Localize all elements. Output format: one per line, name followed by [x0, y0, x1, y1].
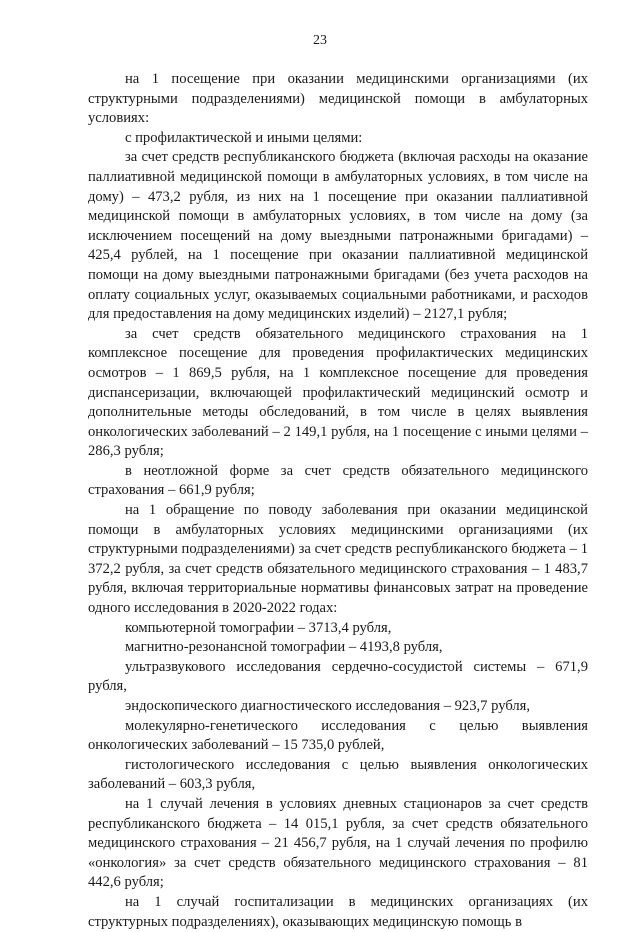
paragraph-histology: гистологического исследования с целью выявления онкологических заболеваний – 603,3 рубля,	[88, 756, 588, 793]
paragraph-hospitalization: на 1 случай госпитализации в медицинских организациях (их структурных подразделениях), оказывающих медицинскую помощь в	[88, 893, 588, 930]
document-body	[88, 70, 588, 932]
paragraph-preventive-purposes: с профилактической и иными целями:	[125, 129, 363, 146]
paragraph-urgent-care: в неотложной форме за счет средств обязательного медицинского страхования – 661,9 рубля;	[88, 462, 588, 499]
paragraph-outpatient-visit: на 1 посещение при оказании медицинскими организациями (их структурными подразделениями) медицинской помощи в амбулаторных условиях:	[88, 71, 588, 127]
paragraph-endoscopy: эндоскопического диагностического исследования – 923,7 рубля,	[125, 698, 531, 714]
page-number: 23	[313, 33, 327, 48]
paragraph-ct: компьютерной томографии – 3713,4 рубля,	[125, 619, 392, 636]
paragraph-mri: магнитно-резонансной томографии – 4193,8 рубля,	[125, 639, 443, 656]
paragraph-disease-appeal: на 1 обращение по поводу заболевания при оказании медицинской помощи в амбулаторных условиях медицинскими организациями (их структурными подразделениями) за счет средств республиканского бюджета – 1 372,2 рубля, за счет средств обязательного медицинского страхования – 1 483,7 рубля, включая территориальные нормативы финансовых затрат на проведение одного исследования в 2020-2022 годах:	[88, 502, 588, 617]
paragraph-oms-complex-visits: за счет средств обязательного медицинского страхования на 1 комплексное посещение для проведения профилактических медицинских осмотров – 1 869,5 рубля, на 1 комплексное посещение для проведения диспансеризации, включающей профилактический медицинский осмотр и дополнительные методы обследований, в том числе в целях выявления онкологических заболеваний – 2 149,1 рубля, на 1 посещение с иными целями – 286,3 рубля;	[88, 325, 588, 460]
paragraph-ultrasound: ультразвукового исследования сердечно-сосудистой системы – 671,9 рубля,	[88, 658, 588, 695]
paragraph-molecular-genetic: молекулярно-генетического исследования с целью выявления онкологических заболеваний – 15 735,0 рублей,	[88, 717, 588, 754]
paragraph-day-hospital: на 1 случай лечения в условиях дневных стационаров за счет средств республиканского бюджета – 14 015,1 рубля, за счет средств обязательного медицинского страхования – 21 456,7 рубля, на 1 случай лечения по профилю «онкология» за счет средств обязательного медицинского страхования – 81 442,6 рубля;	[88, 795, 588, 891]
paragraph-republican-budget-visits: за счет средств республиканского бюджета (включая расходы на оказание паллиативной медицинской помощи в амбулаторных условиях, в том числе на дому) – 473,2 рубля, из них на 1 посещение при оказании паллиативной медицинской помощи в амбулаторных условиях, в том числе на дому (за исключением посещений на дому выездными патронажными бригадами) – 425,4 рублей, на 1 посещение при оказании паллиативной медицинской помощи на дому выездными патронажными бригадами (без учета расходов на оплату социальных услуг, оказываемых социальными работниками, и расходов для предоставления на дому медицинских изделий) – 2127,1 рубля;	[88, 149, 588, 323]
